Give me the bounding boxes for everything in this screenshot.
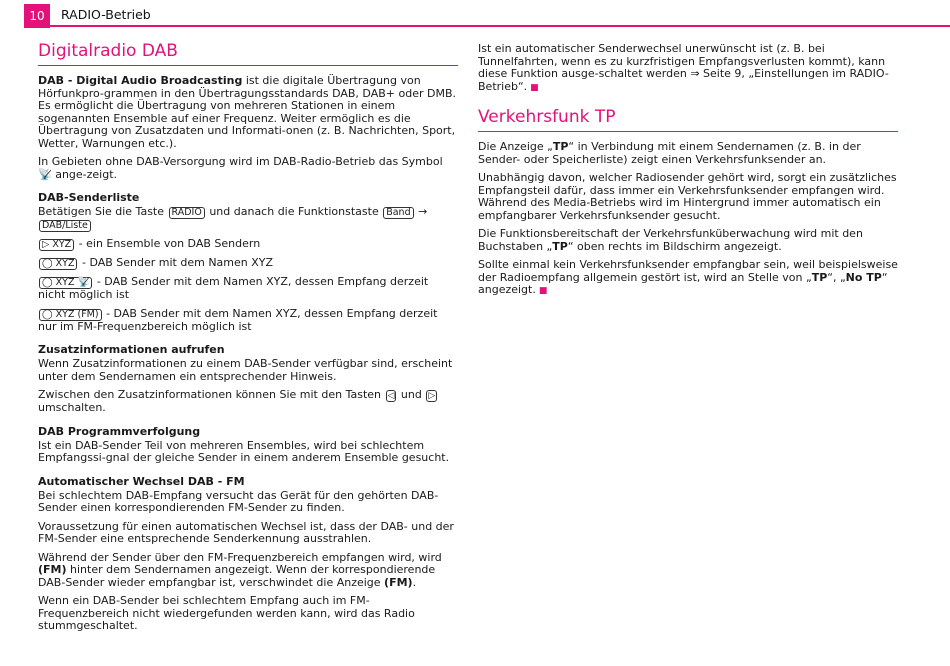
- tp-paragraph-3: [478, 228, 898, 253]
- list-item-text: - DAB Sender mit dem Namen XYZ: [78, 256, 274, 269]
- continuation-text: Ist ein automatischer Senderwechsel unerwünscht ist (z. B. bei Tunnelfahrten, wenn es zu kurzfristigen Empfangsverlusten kommt), kann diese Funktion ausge-schaltet werden ⇒ Seite 9, „Einstellungen im RADIO-Betrieb“.: [478, 42, 889, 93]
- right-column: [478, 40, 898, 304]
- no-dab-paragraph: [38, 156, 458, 181]
- heading-programmverfolgung: DAB Programmverfolgung: [38, 424, 201, 438]
- left-column: [38, 40, 458, 639]
- tp-paragraph-2: Unabhängig davon, welcher Radiosender gehört wird, sorgt ein zusätzliches Empfangsteil dafür, dass immer ein Verkehrsfunksender empfangen wird. Während des Media-Betriebs wird im Hintergrund immer automatisch ein empfangbarer Verkehrsfunksender gesucht.: [478, 171, 897, 222]
- no-signal-icon: 📡̸: [38, 167, 52, 181]
- senderliste-instruction: [38, 206, 458, 232]
- zusatz-paragraph-2: [38, 389, 458, 415]
- list-item-text: - ein Ensemble von DAB Sendern: [75, 237, 261, 250]
- sender-fm-key: ◯ XYZ (FM): [39, 309, 102, 321]
- verfolgung-paragraph: Ist ein DAB-Sender Teil von mehreren Ensembles, wird bei schlechtem Empfangssi-gnal der gleiche Sender in einem anderem Ensemble gesucht.: [38, 438, 450, 464]
- heading-dab-senderliste: DAB-Senderliste: [38, 191, 140, 204]
- band-key: Band: [383, 207, 413, 219]
- list-item-text: - DAB Sender mit dem Namen XYZ, dessen Empfang derzeit nicht möglich ist: [38, 275, 429, 301]
- page-number: 10: [24, 4, 50, 28]
- tp-text-a: Die Anzeige „: [478, 140, 553, 153]
- instr-text-b: und danach die Funktionstaste: [209, 205, 379, 218]
- tp-text-c: Die Funktionsbereitschaft der Verkehrsfunküberwachung wird mit den Buchstaben „: [478, 227, 863, 253]
- zusatz-paragraph-1: Wenn Zusatzinformationen zu einem DAB-Sender verfügbar sind, erscheint unter dem Sendernamen ein entsprechender Hinweis.: [38, 357, 453, 383]
- header-divider: [24, 25, 950, 27]
- arrow-icon: →: [418, 205, 428, 218]
- heading-zusatzinformationen: Zusatzinformationen aufrufen: [38, 343, 225, 356]
- no-dab-end: ange-zeigt.: [51, 167, 118, 181]
- list-item-sender: [38, 257, 458, 270]
- tp-indicator: TP: [552, 140, 569, 153]
- list-item-text: - DAB Sender mit dem Namen XYZ, dessen Empfang derzeit nur im FM-Frequenzbereich möglich ist: [38, 306, 438, 333]
- wechsel-paragraph-4: Wenn ein DAB-Sender bei schlechtem Empfang auch im FM-Frequenzbereich nicht wiedergefunden werden kann, wird das Radio stummgeschaltet.: [38, 594, 415, 632]
- instr-text-a: Betätigen Sie die Taste: [38, 205, 165, 218]
- left-arrow-key: ◁: [387, 391, 395, 401]
- list-item-fm-only: [38, 308, 458, 334]
- tp-text-d: “ oben rechts im Bildschirm angezeigt.: [567, 239, 782, 253]
- ensemble-key: ▷ XYZ: [39, 239, 74, 251]
- sender-key: ◯ XYZ: [39, 258, 77, 270]
- tp-text-b: “ in Verbindung mit einem Sendernamen (z. B. in der Sender- oder Speicherliste) zeigt einen Verkehrsfunksender an.: [478, 140, 861, 166]
- continuation-paragraph: [478, 43, 898, 94]
- tp-text-g: “ angezeigt.: [478, 270, 888, 296]
- sender-no-signal-key: ◯ XYZ 📡̸: [39, 277, 92, 289]
- intro-bold: DAB - Digital Audio Broadcasting: [38, 74, 243, 87]
- heading-automatischer-wechsel: Automatischer Wechsel DAB - FM: [38, 474, 245, 488]
- tp-paragraph-4: [478, 259, 898, 298]
- tp-indicator: TP: [811, 270, 828, 284]
- radio-key: RADIO: [169, 207, 205, 219]
- fm-indicator: (FM): [38, 563, 67, 576]
- wechsel-text-c: .: [412, 575, 417, 589]
- zusatz-text-a: Zwischen den Zusatzinformationen können Sie mit den Tasten: [38, 388, 381, 401]
- fm-indicator: (FM): [384, 575, 413, 589]
- list-item-no-reception: [38, 276, 458, 302]
- zusatz-text-b: und: [400, 388, 422, 401]
- wechsel-text-a: Während der Sender über den FM-Frequenzbereich empfangen wird, wird: [38, 550, 442, 564]
- no-dab-text: In Gebieten ohne DAB-Versorgung wird im DAB-Radio-Betrieb das Symbol: [38, 155, 443, 168]
- tp-text-e: Sollte einmal kein Verkehrsfunksender empfangbar sein, weil beispielsweise der Radioempfang allgemein gestört ist, wird an Stelle von „: [478, 258, 898, 284]
- wechsel-paragraph-3: [38, 552, 458, 590]
- section-end-icon: ■: [530, 82, 539, 93]
- section-title: RADIO-Betrieb: [61, 7, 151, 22]
- tp-paragraph-1: [478, 141, 898, 166]
- wechsel-paragraph-1: Bei schlechtem DAB-Empfang versucht das Gerät für den gehörten DAB-Sender einen korrespondierenden FM-Sender zu finden.: [38, 488, 439, 514]
- wechsel-paragraph-2: Voraussetzung für einen automatischen Wechsel ist, dass der DAB- und der FM-Sender eine entsprechende Senderkennung ausstrahlen.: [38, 519, 454, 545]
- page-header: [0, 0, 950, 28]
- right-arrow-key: ▷: [428, 391, 436, 401]
- heading-verkehrsfunk-tp: Verkehrsfunk TP: [478, 106, 898, 132]
- dab-liste-key: DAB/Liste: [39, 220, 91, 232]
- no-tp-indicator: No TP: [845, 270, 882, 284]
- section-end-icon: ■: [538, 286, 548, 296]
- tp-indicator: TP: [552, 239, 568, 253]
- zusatz-text-c: umschalten.: [38, 401, 106, 414]
- intro-paragraph: [38, 75, 458, 150]
- tp-text-f: “, „: [827, 270, 846, 284]
- list-item-ensemble: [38, 238, 458, 251]
- heading-digitalradio-dab: Digitalradio DAB: [38, 40, 458, 66]
- intro-text: ist die digitale Übertragung von Hörfunkpro-grammen in den Übertragungsstandards DAB, DAB+ oder DMB. Es ermöglicht die Übertragung von mehreren Stationen in einem sogenannten Ensemble auf einer Frequenz. Weiter ermöglich es die Übertragung von Zusatzdaten und Informati-onen (z. B. Nachrichten, Sport, Wetter, Warnungen etc.).: [38, 74, 456, 150]
- wechsel-text-b: hinter dem Sendernamen angezeigt. Wenn der korrespondierende DAB-Sender wieder empfangbar ist, verschwindet die Anzeige: [38, 563, 436, 589]
